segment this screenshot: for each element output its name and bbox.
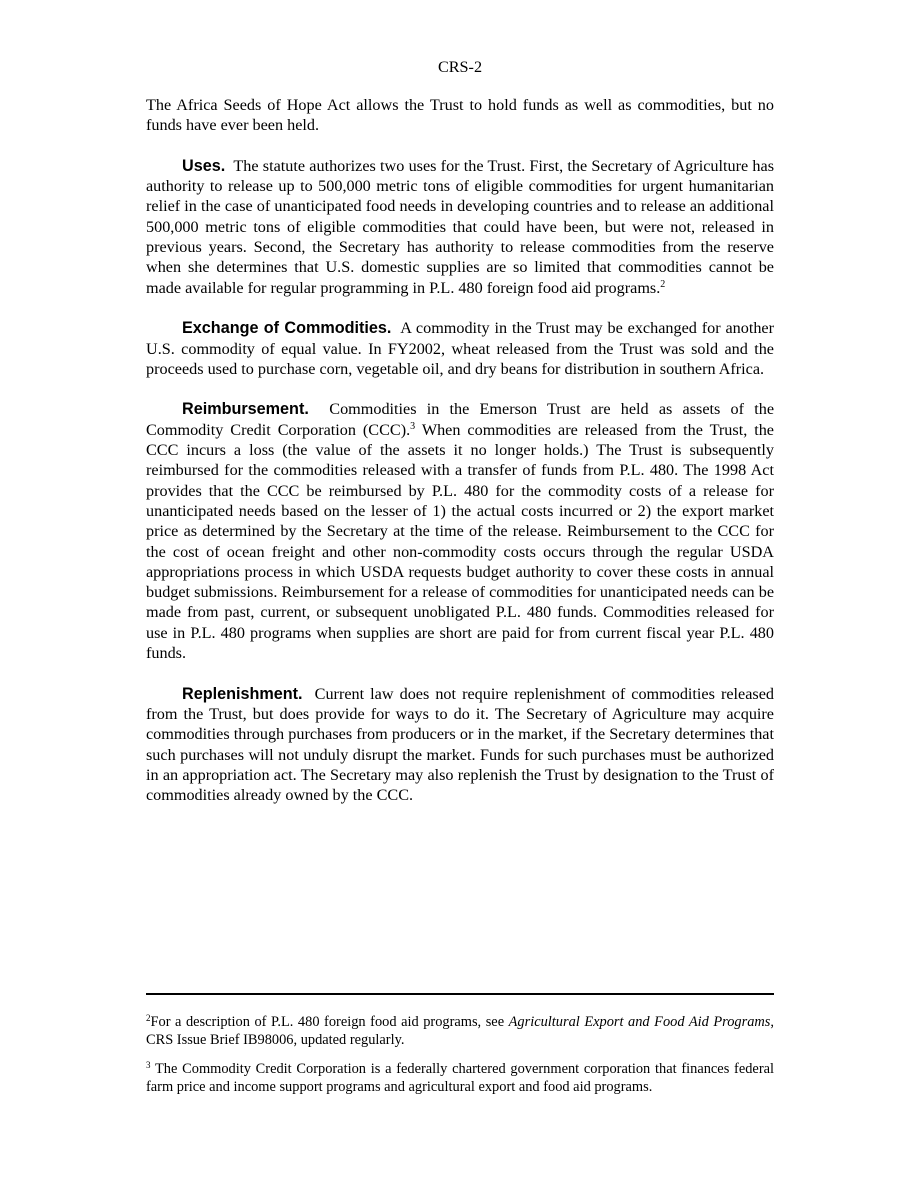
intro-paragraph: The Africa Seeds of Hope Act allows the Trust to hold funds as well as commodities, but no funds have ever been held.: [146, 96, 774, 135]
footnote-2-title: Agricultural Export and Food Aid Programs: [508, 1014, 771, 1030]
reimbursement-text-part2: When commodities are released from the Trust, the CCC incurs a loss (the value of the assets it no longer holds.) The Trust is subsequently reimbursed for the commodities released with a transfer of funds from P.L. 480. The 1998 Act provides that the CCC be reimbursed by P.L. 480 for the commodity costs of a release for unanticipated needs based on the lesser of 1) the actual costs incurred or 2) the export market price as determined by the Secretary at the time of the release. Reimbursement to the CCC for the cost of ocean freight and other non-commodity costs occurs through the regular USDA appropriations process in which USDA requests budget authority to cover these costs in annual budget submissions. Reimbursement for a release of commodities for unanticipated needs can be made from past, current, or subsequent unobligated P.L. 480 funds. Commodities released for use in P.L. 480 programs when supplies are short are paid for from current fiscal year P.L. 480 funds.: [146, 420, 774, 663]
replenishment-heading: Replenishment.: [182, 684, 303, 703]
replenishment-text: Current law does not require replenishment of commodities released from the Trust, but does provide for ways to do it. The Secretary of Agriculture may acquire commodities through purchases from producers or in the market, if the Secretary determines that such purchases will not unduly disrupt the market. Funds for such purchases must be authorized in an appropriation act. The Secretary may also replenish the Trust by designation to the Trust of commodities already owned by the CCC.: [146, 684, 774, 805]
exchange-text: A commodity in the Trust may be exchanged for another U.S. commodity of equal value. In FY2002, wheat released from the Trust was sold and the proceeds used to purchase corn, vegetable oil, and dry beans for distribution in southern Africa.: [146, 319, 774, 378]
footnote-2: [146, 1013, 774, 1050]
footnote-3-text: The Commodity Credit Corporation is a federally chartered government corporation that finances federal farm price and income support programs and agricultural export and food aid programs.: [146, 1060, 774, 1095]
reimbursement-text-part1: Commodities in the Emerson Trust are held as assets of the Commodity Credit Corporation (CCC).: [146, 400, 775, 439]
page-header: CRS-2: [437, 58, 483, 76]
uses-paragraph: [146, 156, 774, 298]
exchange-paragraph: [146, 318, 774, 379]
footnote-ref-3[interactable]: 3: [410, 420, 416, 432]
uses-text: The statute authorizes two uses for the Trust. First, the Secretary of Agriculture has authority to release up to 500,000 metric tons of eligible commodities for urgent humanitarian relief in the case of unanticipated food needs in developing countries and to release an additional 500,000 metric tons of eligible commodities that could have been, but were not, released in previous years. Second, the Secretary has authority to release commodities from the reserve when she determines that U.S. domestic supplies are so limited that commodities cannot be made available for regular programming in P.L. 480 foreign food aid programs.: [146, 156, 774, 297]
footnote-number-2: 2: [146, 1013, 151, 1023]
exchange-heading: Exchange of Commodities.: [182, 319, 392, 338]
footnote-ref-2[interactable]: 2: [660, 278, 666, 290]
body-text: [146, 95, 774, 826]
footnote-2-text-after: , CRS Issue Brief IB98006, updated regularly.: [146, 1014, 774, 1049]
footnote-2-text-before: For a description of P.L. 480 foreign food aid programs, see: [150, 1014, 509, 1030]
uses-heading: Uses.: [182, 156, 226, 175]
footnote-divider: [146, 993, 774, 995]
reimbursement-heading: Reimbursement.: [182, 400, 309, 419]
footnote-3: [146, 1060, 774, 1097]
reimbursement-paragraph: [146, 399, 774, 663]
footnote-number-3: 3: [146, 1059, 151, 1070]
footnotes: [146, 1013, 774, 1106]
replenishment-paragraph: [146, 684, 774, 806]
